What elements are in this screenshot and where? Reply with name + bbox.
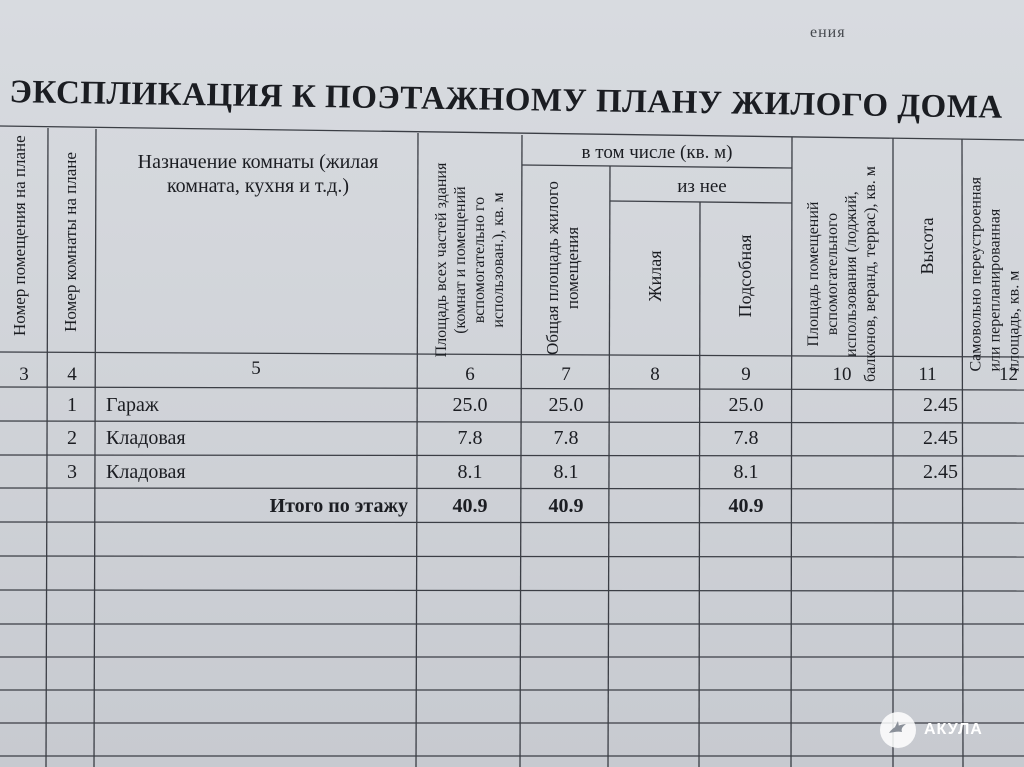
row-general-area: 25.0 [548,394,584,416]
header-living: Жилая [645,250,665,302]
row-general-area: 8.1 [553,461,579,483]
watermark-text: АКУЛА [924,721,983,738]
row-total-area: 8.1 [457,461,483,483]
row-total-area: 25.0 [452,394,488,416]
title-text: ЭКСПЛИКАЦИЯ К ПОЭТАЖНОМУ ПЛАНУ ЖИЛОГО ДОМА [9,74,1003,126]
header-utility: Подсобная [735,234,755,318]
column-number: 8 [650,364,660,385]
watermark-logo [880,712,983,748]
column-number: 6 [465,364,475,385]
column-number: 4 [67,364,77,385]
header-unauthorized-area: Самовольно переустроенная или перепланированная площадь, кв. м [967,176,1023,372]
totals-label: Итого по этажу [269,495,408,517]
row-room-no: 2 [67,427,77,449]
column-number: 11 [918,364,937,385]
header-height: Высота [917,217,937,275]
row-general-area: 7.8 [553,427,579,449]
row-total-area: 7.8 [457,427,483,449]
row-height: 2.45 [923,394,958,416]
header-total-area: Площадь всех частей здания (комнат и помещений вспомогательно го использован.), кв. м [433,162,507,358]
row-purpose: Кладовая [106,461,186,483]
column-number: 9 [741,364,751,385]
header-general-area: Общая площадь жилого помещения [543,181,582,355]
top-note: ения [810,24,846,41]
shark-logo-icon [880,712,916,748]
totals-total-area: 40.9 [452,495,488,517]
header-room-no-on-plan: Номер комнаты на плане [61,152,80,332]
column-number: 10 [832,364,852,385]
column-number: 12 [999,364,1018,385]
header-in-total: в том числе (кв. м) [581,142,733,163]
row-room-no: 1 [67,394,77,416]
row-purpose: Гараж [106,394,159,416]
column-number: 7 [561,364,571,385]
header-aux-area: Площадь помещений вспомогательного использования (лоджий, балконов, веранд, террас), кв. м [805,166,879,382]
header-room-no: Номер помещения на плане [10,135,29,336]
header-room-purpose: Назначение комнаты (жилая комната, кухня и т.д.) [137,151,379,197]
row-room-no: 3 [67,461,77,483]
column-number: 5 [251,358,261,379]
totals-general-area: 40.9 [548,495,584,517]
column-number: 3 [19,364,29,385]
totals-utility-area: 40.9 [728,495,764,517]
row-height: 2.45 [923,461,958,483]
row-height: 2.45 [923,427,958,449]
header-of-it: из нее [677,176,727,197]
row-utility-area: 8.1 [733,461,759,483]
row-utility-area: 7.8 [733,427,759,449]
row-utility-area: 25.0 [728,394,764,416]
row-purpose: Кладовая [106,427,186,449]
